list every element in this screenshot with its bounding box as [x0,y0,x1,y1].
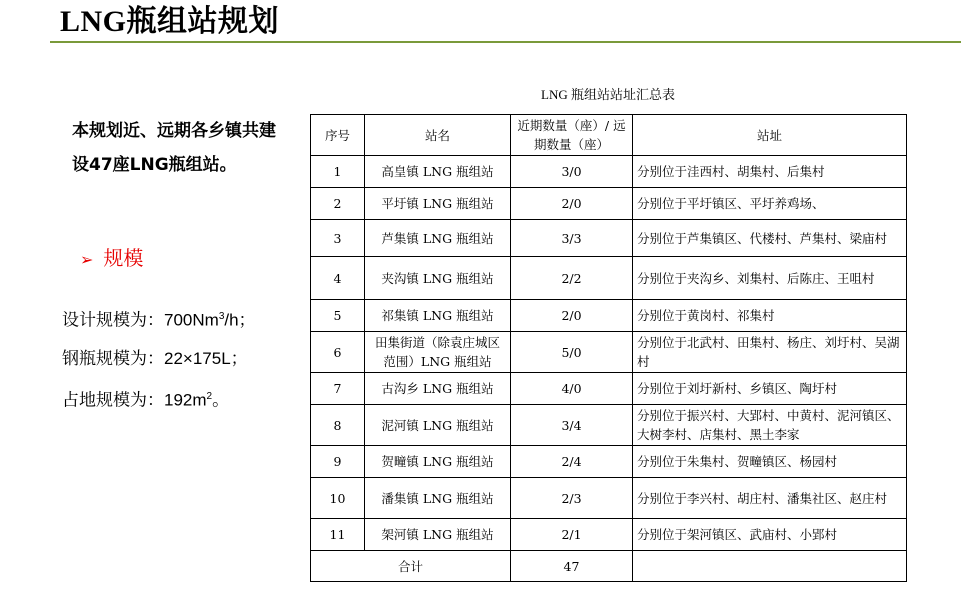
row-no: 3 [311,220,365,257]
row-location: 分别位于芦集镇区、代楼村、芦集村、梁庙村 [633,220,907,257]
table-row [311,257,907,300]
row-location: 分别位于架河镇区、武庙村、小郢村 [633,519,907,551]
table-row [311,220,907,257]
area-scale-unit: 。 [212,390,230,410]
design-scale-line [62,298,256,340]
table-row [311,332,907,373]
row-no: 7 [311,373,365,405]
design-scale-sup: 3 [218,311,225,322]
area-scale-sup: 2 [206,390,213,402]
area-scale-value: 192m [164,390,207,410]
row-location: 分别位于洼西村、胡集村、后集村 [633,156,907,188]
row-qty: 2/0 [511,188,633,220]
row-no: 11 [311,519,365,551]
row-qty: 3/0 [511,156,633,188]
row-location: 分别位于刘圩新村、乡镇区、陶圩村 [633,373,907,405]
header-no: 序号 [311,115,365,156]
arrow-bullet-icon: ➢ [80,250,94,269]
table-header-row [311,115,907,156]
station-table [310,114,907,582]
row-no: 1 [311,156,365,188]
row-qty: 2/0 [511,300,633,332]
row-qty: 2/3 [511,478,633,519]
row-qty: 2/2 [511,257,633,300]
total-label: 合计 [311,551,511,582]
row-location: 分别位于北武村、田集村、杨庄、刘圩村、吴湖村 [633,332,907,373]
scale-heading [80,244,143,274]
area-scale-line [62,378,256,420]
table-row [311,446,907,478]
row-location: 分别位于平圩镇区、平圩养鸡场、 [633,188,907,220]
header-location: 站址 [633,115,907,156]
row-location: 分别位于李兴村、胡庄村、潘集社区、赵庄村 [633,478,907,519]
row-name: 古沟乡 LNG 瓶组站 [365,373,511,405]
header-qty: 近期数量（座）/ 远期数量（座） [511,115,633,156]
row-name: 潘集镇 LNG 瓶组站 [365,478,511,519]
row-name: 夹沟镇 LNG 瓶组站 [365,257,511,300]
table-row [311,300,907,332]
scale-specs [62,298,256,419]
title-underline [50,41,961,43]
row-location: 分别位于黄岗村、祁集村 [633,300,907,332]
table-row [311,188,907,220]
design-scale-unit: /h； [224,310,256,330]
row-no: 4 [311,257,365,300]
row-name: 架河镇 LNG 瓶组站 [365,519,511,551]
table-row [311,156,907,188]
row-qty: 3/4 [511,405,633,446]
row-no: 10 [311,478,365,519]
row-name: 高皇镇 LNG 瓶组站 [365,156,511,188]
row-no: 5 [311,300,365,332]
table-row [311,373,907,405]
slide-title: LNG瓶组站规划 [60,5,280,38]
table-caption: LNG 瓶组站站址汇总表 [541,87,675,102]
row-qty: 2/1 [511,519,633,551]
table-row [311,405,907,446]
intro-text: 本规划近、远期各乡镇共建设47座LNG瓶组站。 [72,121,276,175]
total-location-empty [633,551,907,582]
row-name: 泥河镇 LNG 瓶组站 [365,405,511,446]
row-qty: 5/0 [511,332,633,373]
row-no: 8 [311,405,365,446]
table-row [311,519,907,551]
design-scale-value: 700Nm [164,310,219,330]
row-no: 9 [311,446,365,478]
area-scale-label: 占地规模为： [62,390,164,410]
row-name: 平圩镇 LNG 瓶组站 [365,188,511,220]
row-name: 祁集镇 LNG 瓶组站 [365,300,511,332]
row-name: 芦集镇 LNG 瓶组站 [365,220,511,257]
row-location: 分别位于朱集村、贺疃镇区、杨园村 [633,446,907,478]
cylinder-scale-value: 22×175L； [164,348,248,368]
table-row [311,478,907,519]
row-no: 6 [311,332,365,373]
design-scale-label: 设计规模为： [62,310,164,330]
row-name: 贺疃镇 LNG 瓶组站 [365,446,511,478]
row-qty: 3/3 [511,220,633,257]
cylinder-scale-label: 钢瓶规模为： [62,348,164,368]
total-value: 47 [511,551,633,582]
row-location: 分别位于振兴村、大郢村、中黄村、泥河镇区、大树李村、店集村、黑土李家 [633,405,907,446]
row-qty: 2/4 [511,446,633,478]
row-location: 分别位于夹沟乡、刘集村、后陈庄、王咀村 [633,257,907,300]
row-qty: 4/0 [511,373,633,405]
row-name: 田集街道（除袁庄城区范围）LNG 瓶组站 [365,332,511,373]
row-no: 2 [311,188,365,220]
cylinder-scale-line [62,340,256,378]
scale-heading-label: 规模 [103,246,144,270]
total-row [311,551,907,582]
header-name: 站名 [365,115,511,156]
